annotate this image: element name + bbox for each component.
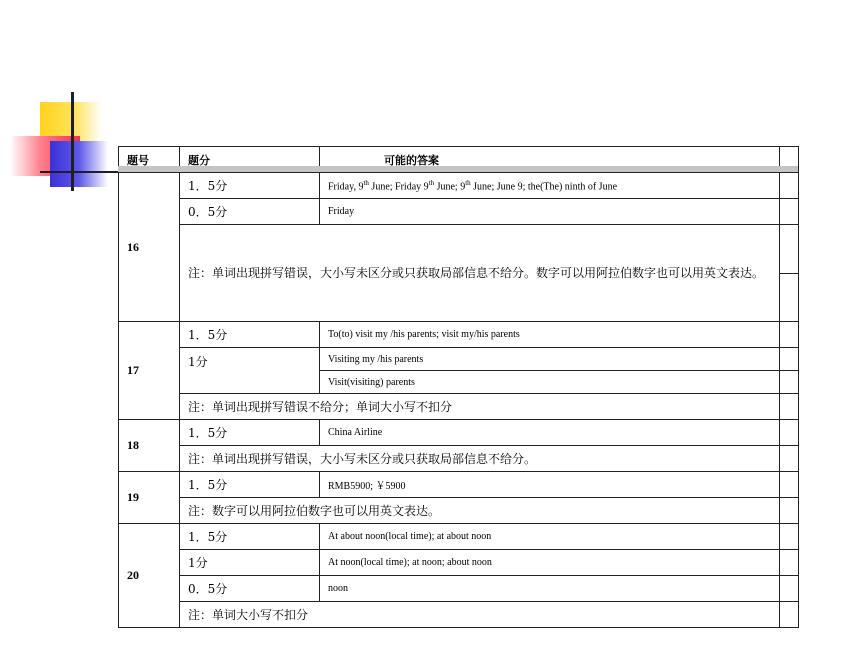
blank-cell [780, 173, 799, 199]
blank-cell [780, 550, 799, 576]
table-row [119, 225, 799, 322]
table-row [119, 498, 799, 524]
blank-cell [780, 322, 799, 348]
table-row [119, 524, 799, 550]
header-rule-bar [118, 166, 798, 172]
table-row [119, 446, 799, 472]
answer-cell: At noon(local time); at noon; about noon [320, 550, 780, 576]
answer-cell: China Airline [320, 420, 780, 446]
answer-table [118, 146, 799, 628]
score-cell: 1．5分 [180, 472, 320, 498]
question-no-18: 18 [119, 420, 180, 472]
table-row [119, 322, 799, 348]
note-cell: 注：单词大小写不扣分 [180, 602, 780, 628]
answer-cell: Friday [320, 199, 780, 225]
table-row [119, 394, 799, 420]
header-question-no: 题号 [119, 147, 180, 173]
decor-horizontal-line [40, 171, 120, 173]
note-cell: 注：单词出现拼写错误不给分；单词大小写不扣分 [180, 394, 780, 420]
header-answer: 可能的答案 [320, 147, 780, 173]
table-row [119, 550, 799, 576]
note-cell: 注：数字可以用阿拉伯数字也可以用英文表达。 [180, 498, 780, 524]
score-cell: 1．5分 [180, 322, 320, 348]
blank-cell [780, 348, 799, 371]
answer-cell: Visit(visiting) parents [320, 371, 780, 394]
blank-cell [780, 199, 799, 225]
score-cell: 0．5分 [180, 199, 320, 225]
table-row [119, 420, 799, 446]
header-score: 题分 [180, 147, 320, 173]
answer-cell: Visiting my /his parents [320, 348, 780, 371]
note-cell: 注：单词出现拼写错误，大小写未区分或只获取局部信息不给分。数字可以用阿拉伯数字也可以用英文表达。 [180, 225, 780, 322]
blank-cell [780, 602, 799, 628]
blank-cell [780, 524, 799, 550]
table-row [119, 199, 799, 225]
table-row [119, 348, 799, 371]
decor-blue-square [50, 141, 108, 187]
question-no-19: 19 [119, 472, 180, 524]
score-cell: 1．5分 [180, 420, 320, 446]
score-cell: 0．5分 [180, 576, 320, 602]
answer-cell: To(to) visit my /his parents; visit my/his parents [320, 322, 780, 348]
blank-cell [780, 225, 799, 322]
score-cell: 1分 [180, 348, 320, 394]
table-row [119, 173, 799, 199]
table-row [119, 602, 799, 628]
blank-cell [780, 446, 799, 472]
blank-cell [780, 371, 799, 394]
blank-cell [780, 394, 799, 420]
table-row [119, 472, 799, 498]
blank-cell [780, 472, 799, 498]
decor-vertical-line [71, 92, 74, 191]
answer-cell: noon [320, 576, 780, 602]
question-no-20: 20 [119, 524, 180, 628]
answer-cell: Friday, 9th June; Friday 9th June; 9th June; June 9; the(The) ninth of June [320, 173, 780, 199]
answer-cell: At about noon(local time); at about noon [320, 524, 780, 550]
score-cell: 1分 [180, 550, 320, 576]
answer-cell: RMB5900; ￥5900 [320, 472, 780, 498]
score-cell: 1．5分 [180, 524, 320, 550]
table-row [119, 576, 799, 602]
note-cell: 注：单词出现拼写错误，大小写未区分或只获取局部信息不给分。 [180, 446, 780, 472]
blank-cell [780, 576, 799, 602]
question-no-17: 17 [119, 322, 180, 420]
score-cell: 1．5分 [180, 173, 320, 199]
question-no-16: 16 [119, 173, 180, 322]
blank-cell [780, 420, 799, 446]
blank-cell [780, 498, 799, 524]
